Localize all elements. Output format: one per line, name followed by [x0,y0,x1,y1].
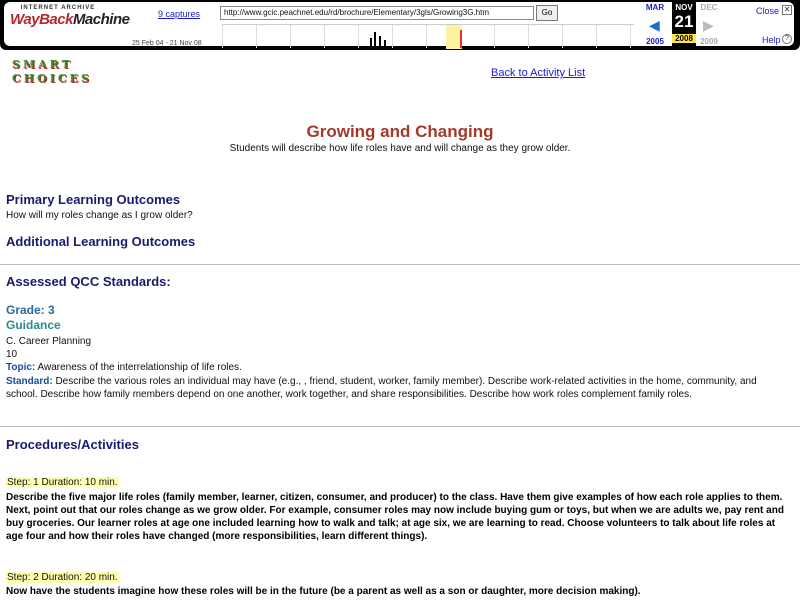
current-year: 2008 [672,34,696,43]
page-subtitle: Students will describe how life roles have and will change as they grow older. [229,143,571,154]
step-1-text: Describe the five major life roles (family member, learner, citizen, consumer, and producer) to the class. Have them give examples of how each role applies to them. Next, point out that our roles change as we grow older. For example, consumer roles may now include buying gum or toys, but when we are adults we, pay rent and buy groceries. Our learner roles at age one included learning how to walk and talk; at age six, we are learning to read. Choose volunteers to talk about life roles at age four and how their roles have changed (more responsibilities, learn different things). [6,492,784,542]
qcc-standards-heading: Assessed QCC Standards: [6,274,171,289]
next-month-label: DEC [700,3,718,12]
wayback-toolbar [0,0,800,50]
grade-label: Grade: 3 [6,303,55,317]
standard-paragraph [6,375,790,401]
back-to-activity-list-link[interactable]: Back to Activity List [491,67,586,79]
procedures-heading: Procedures/Activities [6,437,139,452]
go-button[interactable]: Go [536,5,558,21]
prev-month-link[interactable]: MAR [645,3,665,12]
current-day: 21 [674,12,694,31]
prev-year-link[interactable]: 2005 [646,37,664,46]
step-2-label: Step: 2 Duration: 20 min. [7,572,118,583]
prev-capture-arrow-icon[interactable]: ◀ [649,17,660,33]
next-year-label: 2009 [700,37,718,46]
divider [0,426,800,427]
wayback-toolbar-panel [4,2,794,46]
career-planning-text: C. Career Planning [6,336,92,347]
additional-outcomes-heading: Additional Learning Outcomes [6,234,196,249]
help-link-wrap [762,35,781,45]
standard-number: 10 [6,349,18,360]
step-2-text: Now have the students imagine how these roles will be in the future (be a parent as well as a son or daughter, more decision making). [6,586,641,597]
selected-capture-marker [460,30,462,48]
standard-label: Standard: [6,376,53,387]
close-icon[interactable]: ✕ [783,5,791,14]
url-input[interactable]: http://www.gcic.peachnet.edu/rd/brochure/Elementary/3gls/Growing3G.htm [220,6,534,20]
primary-outcomes-heading: Primary Learning Outcomes [6,192,181,207]
smart-choices-logo [12,58,98,90]
guidance-label: Guidance [6,318,61,332]
topic-text: Awareness of the interrelationship of life roles. [35,362,242,373]
capture-date-range: 25 Feb 04 - 21 Nov 08 [132,40,202,47]
help-icon[interactable]: ? [782,34,792,44]
next-capture-arrow-icon: ▶ [703,17,714,33]
page-title: Growing and Changing [306,122,494,141]
capture-sparkline[interactable] [222,24,634,48]
close-link-wrap [756,6,779,16]
current-capture-date [672,2,696,48]
wayback-logo-top: INTERNET ARCHIVE [20,5,96,11]
captures-link-wrap [144,8,214,20]
step-1-label: Step: 1 Duration: 10 min. [7,477,118,488]
help-link[interactable]: Help [762,35,781,45]
wayback-logo[interactable] [10,5,130,39]
wayback-logo-main: WayBackMachine [10,11,130,28]
primary-outcomes-text: How will my roles change as I grow older? [6,210,193,221]
close-link[interactable]: Close [756,6,780,16]
current-month: NOV [675,3,693,12]
topic-label: Topic: [6,362,36,373]
logo-line-2: CHOICES [12,72,92,85]
standard-text: Describe the various roles an individual may have (e.g., , friend, student, worker, family member). Describe work-related activities in the home, community, and school. Describe how family members depend on one another, work together, and share responsibilities. Describe how work roles complement family roles. [6,376,757,400]
captures-link[interactable]: 9 captures [157,9,201,19]
topic-line [6,361,242,374]
divider [0,264,800,265]
logo-line-1: SMART [12,58,73,71]
